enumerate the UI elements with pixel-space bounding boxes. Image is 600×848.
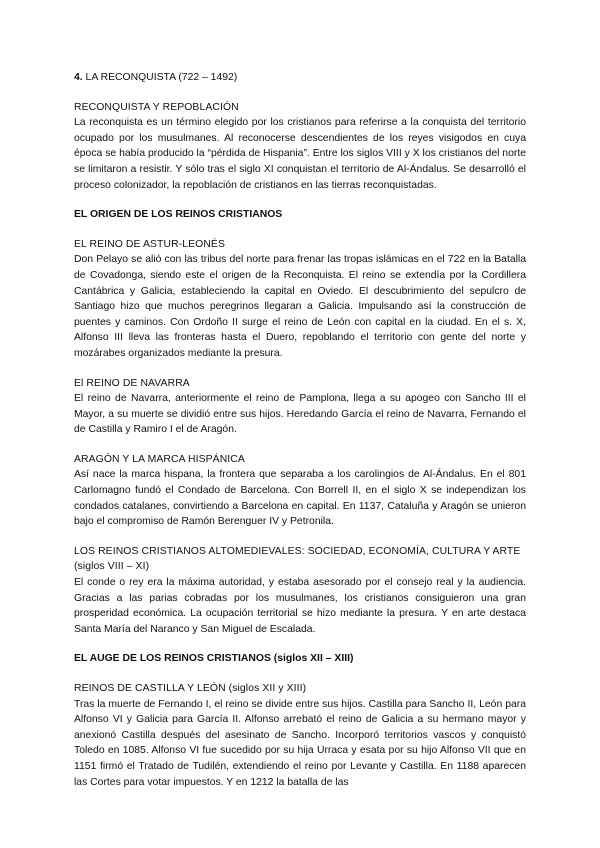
subheading-castilla-leon: REINOS DE CASTILLA Y LEÓN (siglos XII y XIII)	[74, 683, 307, 694]
paragraph-reconquista: La reconquista es un término elegido por los cristianos para referirse a la conquista del territorio ocupado por los musulmanes. Al reconocerse descendientes de los reyes visigodos en cuya época se había producido la “pérdida de Hispania”. Entre los siglos VIII y X los cristianos del norte se limitaron a resistir. Y sólo tras el siglo XI conquistan el territorio de Al-Ándalus. Se desarrolló el proceso colonizador, la repoblación de cristianos en las tierras reconquistadas.	[74, 117, 526, 191]
title-number: 4.	[74, 72, 83, 83]
paragraph-astur-leones: Don Pelayo se alió con las tribus del norte para frenar las tropas islámicas en el 722 en la Batalla de Covadonga, siendo este el origen de la Reconquista. El reino se extendía por la Cordillera Cantábrica y Galicia, estableciendo la capital en Oviedo. El descubrimiento del sepulcro de Santiago hizo que muchos peregrinos llegaran a Galicia. Impulsando así la construcción de puentes y caminos. Con Ordoño II surge el reino de León con capital en la ciudad. En el s. X, Alfonso III lleva las fronteras hasta el Duero, repoblando el territorio con gente del norte y mozárabes organizados mediante la presura.	[74, 254, 526, 359]
subheading-reconquista-repoblacion: RECONQUISTA Y REPOBLACIÓN	[74, 101, 239, 113]
title-text: LA RECONQUISTA (722 – 1492)	[82, 72, 238, 83]
subheading-astur-leones: EL REINO DE ASTUR-LEONÉS	[74, 238, 225, 250]
subheading-altomedievales: LOS REINOS CRISTIANOS ALTOMEDIEVALES: SOCIEDAD, ECONOMÍA, CULTURA Y ARTE (siglos VIII – XI)	[74, 545, 521, 573]
subheading-navarra: El REINO DE NAVARRA	[74, 377, 190, 389]
paragraph-aragon: Así nace la marca hispana, la frontera que separaba a los carolingios de Al-Ándalus. En el 801 Carlomagno fundó el Condado de Barcelona. Con Borrell II, en el siglo X se independizan los condados catalanes, convirtiendo a Barcelona en capital. En 1137, Cataluña y Aragón se unieron bajo el compromiso de Ramón Berenguer IV y Petronila.	[74, 469, 526, 528]
paragraph-castilla-leon: Tras la muerte de Fernando I, el reino se divide entre sus hijos. Castilla para Sancho II, León para Alfonso VI y Galicia para García II. Alfonso arrebató el reino de Galicia a su hermano mayor y anexionó Castilla después del asesinato de Sancho. Incorporó territorios vascos y conquistó Toledo en 1085. Alfonso VI fue sucedido por su hija Urraca y esata por su hijo Alfonso VII que en 1151 firmó el Tratado de Tudilén, extendiendo el reino por Levante y Castilla. En 1188 aparecen las Cortes para votar impuestos. Y en 1212 la batalla de las	[74, 698, 526, 788]
section-heading-auge: EL AUGE DE LOS REINOS CRISTIANOS (siglos XII – XIII)	[74, 653, 354, 665]
paragraph-altomedievales: El conde o rey era la máxima autoridad, y estaba asesorado por el consejo real y la audiencia. Gracias a las parias cobradas por los musulmanes, los cristianos consiguieron una gran prosperidad económica. La ocupación territorial se hizo mediante la presura. Y en arte destaca Santa María del Naranco y San Miguel de Escalada.	[74, 577, 526, 635]
paragraph-navarra: El reino de Navarra, anteriormente el reino de Pamplona, llega a su apogeo con Sancho III el Mayor, a su muerte se dividió entre sus hijos. Heredando García el reino de Navarra, Fernando el de Castilla y Ramiro I el de Aragón.	[74, 393, 526, 436]
subheading-aragon: ARAGÓN Y LA MARCA HISPÁNICA	[74, 453, 245, 465]
document-title	[74, 70, 526, 86]
section-heading-origen: EL ORIGEN DE LOS REINOS CRISTIANOS	[74, 209, 283, 221]
